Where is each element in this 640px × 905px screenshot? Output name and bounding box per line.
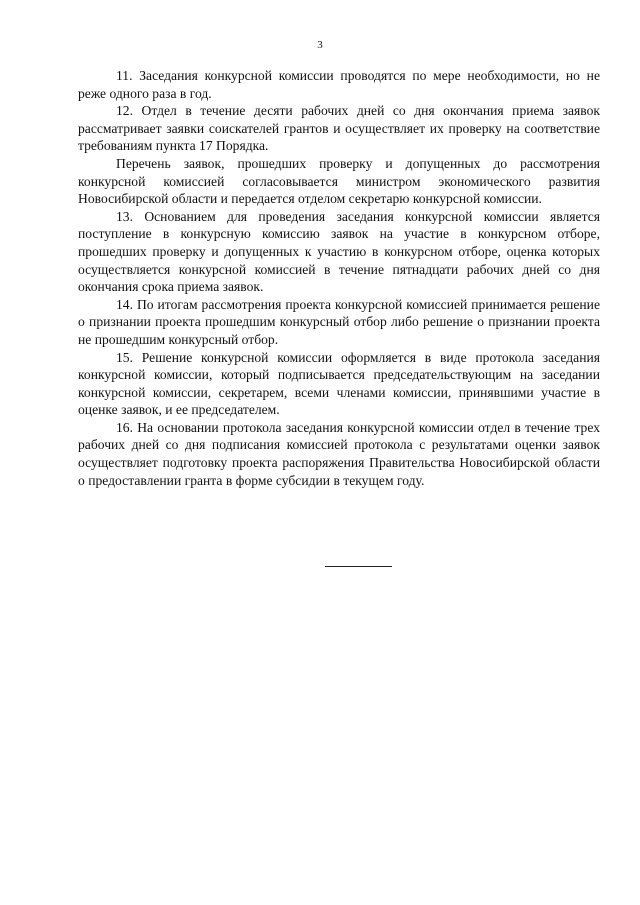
- paragraph-14: 14. По итогам рассмотрения проекта конкурсной комиссией принимается решение о признании проекта прошедшим конкурсный отбор либо решение о признании проекта не прошедшим конкурсный отбор.: [78, 296, 600, 347]
- paragraph-12-list: Перечень заявок, прошедших проверку и допущенных до рассмотрения конкурсной комиссией согласовывается министром экономического развития Новосибирской области и передается отделом секретарю конкурсной комиссии.: [78, 155, 600, 207]
- page-number: 3: [317, 39, 323, 51]
- paragraph-12: 12. Отдел в течение десяти рабочих дней со дня окончания приема заявок рассматривает заявки соискателей грантов и осуществляет их проверку на соответствие требованиям пункта 17 Порядка.: [78, 103, 600, 154]
- paragraph-15: 15. Решение конкурсной комиссии оформляется в виде протокола заседания конкурсной комиссии, который подписывается председательствующим на заседании конкурсной комиссии, секретарем, всеми членами комиссии, принявшими участие в оценке заявок, и ее председателем.: [78, 349, 600, 418]
- closing-rule: [325, 566, 392, 567]
- document-body: [78, 67, 600, 489]
- paragraph-13: 13. Основанием для проведения заседания конкурсной комиссии является поступление в конкурсную комиссию заявок на участие в конкурсном отборе, прошедших проверку и допущенных к участию в конкурсном отборе, оценка которых осуществляется конкурсной комиссией в течение пятнадцати рабочих дней со дня окончания срока приема заявок.: [78, 208, 600, 295]
- paragraph-16: 16. На основании протокола заседания конкурсной комиссии отдел в течение трех рабочих дней со дня подписания комиссией протокола с результатами оценки заявок осуществляет подготовку проекта распоряжения Правительства Новосибирской области о предоставлении гранта в форме субсидии в текущем году.: [78, 419, 600, 488]
- paragraph-11: 11. Заседания конкурсной комиссии проводятся по мере необходимости, но не реже одного раза в год.: [78, 68, 600, 101]
